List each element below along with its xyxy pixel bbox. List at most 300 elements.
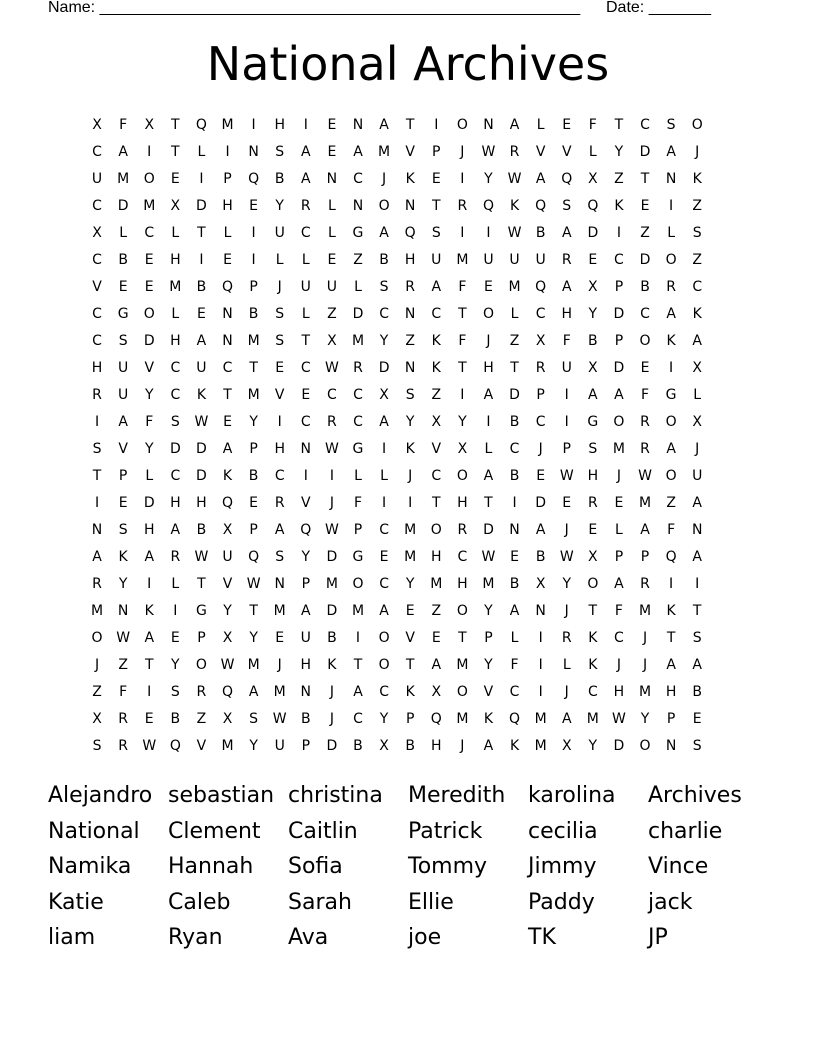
grid-letter: C <box>353 710 363 727</box>
grid-letter: X <box>92 224 102 241</box>
grid-letter: J <box>94 656 100 673</box>
grid-letter: S <box>588 440 598 457</box>
grid-letter: C <box>431 305 442 322</box>
letter-grid <box>84 111 710 759</box>
grid-letter: J <box>695 143 700 160</box>
word-list-item: liam <box>48 925 96 951</box>
grid-letter: D <box>613 359 625 376</box>
word-list-item: joe <box>408 925 442 951</box>
grid-letter: O <box>378 656 390 673</box>
grid-letter: T <box>249 359 258 376</box>
grid-letter: M <box>221 116 234 133</box>
grid-letter: C <box>587 683 598 700</box>
grid-letter: E <box>170 170 180 187</box>
grid-letter: W <box>324 521 339 538</box>
grid-letter: Y <box>484 602 493 619</box>
grid-letter: W <box>481 548 496 565</box>
grid-letter: M <box>482 575 495 592</box>
grid-letter: K <box>431 332 441 349</box>
grid-letter: D <box>143 332 155 349</box>
date-field-label: Date: _______ <box>606 0 711 16</box>
grid-letter: E <box>640 359 650 376</box>
grid-letter: A <box>666 656 676 673</box>
grid-letter: D <box>613 737 625 754</box>
grid-letter: X <box>535 332 546 349</box>
grid-letter: Z <box>405 332 415 349</box>
grid-letter: F <box>458 278 467 295</box>
grid-letter: C <box>300 224 311 241</box>
grid-letter: K <box>222 467 233 484</box>
grid-letter: J <box>486 332 491 349</box>
grid-letter: A <box>379 602 389 619</box>
grid-row <box>84 489 710 516</box>
grid-letter: R <box>170 548 181 565</box>
grid-row <box>84 354 710 381</box>
grid-letter: B <box>118 251 128 268</box>
word-list-item: Clement <box>168 818 261 844</box>
grid-letter: I <box>382 440 387 457</box>
grid-letter: A <box>692 332 702 349</box>
grid-row <box>84 570 710 597</box>
grid-letter: P <box>301 575 311 592</box>
grid-letter: D <box>483 521 494 538</box>
grid-letter: B <box>535 224 546 241</box>
grid-letter: E <box>249 197 259 214</box>
grid-letter: F <box>145 413 154 430</box>
word-list-item: Tommy <box>408 854 488 880</box>
grid-letter: P <box>484 629 493 646</box>
grid-letter: K <box>588 656 598 673</box>
grid-letter: Z <box>614 170 624 187</box>
grid-letter: N <box>404 305 416 322</box>
grid-letter: Q <box>535 278 547 295</box>
grid-letter: S <box>118 521 128 538</box>
grid-letter: D <box>613 305 625 322</box>
grid-letter: A <box>431 656 442 673</box>
grid-letter: I <box>564 413 569 430</box>
grid-letter: R <box>92 575 102 592</box>
grid-letter: L <box>171 305 180 322</box>
grid-letter: R <box>640 440 650 457</box>
grid-letter: P <box>249 440 258 457</box>
grid-letter: W <box>194 413 209 430</box>
grid-letter: A <box>483 386 494 403</box>
grid-letter: D <box>196 440 207 457</box>
grid-letter: U <box>692 467 703 484</box>
grid-letter: E <box>327 143 337 160</box>
grid-letter: A <box>509 116 520 133</box>
grid-letter: Y <box>588 305 598 322</box>
grid-letter: A <box>535 521 546 538</box>
grid-letter: W <box>194 548 209 565</box>
grid-letter: X <box>535 575 546 592</box>
grid-letter: H <box>143 521 155 538</box>
grid-letter: X <box>588 548 598 565</box>
grid-letter: I <box>538 656 543 673</box>
grid-letter: A <box>561 278 572 295</box>
word-list-item: Caleb <box>168 889 231 915</box>
grid-letter: E <box>196 305 206 322</box>
grid-letter: I <box>695 575 700 592</box>
grid-letter: N <box>352 197 364 214</box>
grid-letter: L <box>693 386 702 403</box>
grid-letter: U <box>222 548 233 565</box>
grid-letter: L <box>327 224 336 241</box>
grid-letter: H <box>222 197 233 214</box>
grid-letter: A <box>692 494 702 511</box>
grid-letter: Y <box>249 737 258 754</box>
grid-letter: E <box>562 116 572 133</box>
grid-letter: S <box>562 197 572 214</box>
grid-letter: H <box>170 332 181 349</box>
grid-letter: L <box>615 521 623 538</box>
grid-letter: N <box>404 359 416 376</box>
grid-letter: V <box>561 143 572 160</box>
grid-letter: I <box>486 413 491 430</box>
grid-letter: E <box>536 467 546 484</box>
grid-letter: U <box>118 386 129 403</box>
grid-letter: T <box>458 629 467 646</box>
grid-letter: R <box>274 494 285 511</box>
grid-letter: J <box>460 737 465 754</box>
grid-letter: T <box>249 602 258 619</box>
grid-letter: A <box>561 224 572 241</box>
grid-letter: P <box>223 170 232 187</box>
grid-letter: W <box>142 737 157 754</box>
grid-letter: Z <box>118 656 128 673</box>
grid-letter: Y <box>614 143 624 160</box>
grid-row <box>84 651 710 678</box>
grid-letter: W <box>220 656 235 673</box>
grid-letter: L <box>145 467 154 484</box>
grid-letter: A <box>248 683 259 700</box>
grid-letter: E <box>301 386 311 403</box>
grid-letter: K <box>144 602 154 619</box>
grid-letter: C <box>353 413 363 430</box>
grid-letter: U <box>196 359 207 376</box>
grid-letter: T <box>171 116 180 133</box>
grid-letter: Y <box>249 629 258 646</box>
word-list-item: Alejandro <box>48 783 153 808</box>
grid-letter: J <box>564 602 569 619</box>
grid-letter: N <box>274 575 285 592</box>
grid-letter: K <box>405 683 415 700</box>
grid-row <box>84 300 710 327</box>
grid-letter: R <box>196 683 207 700</box>
word-list <box>48 778 768 956</box>
grid-letter: M <box>638 602 652 619</box>
grid-letter: D <box>587 224 599 241</box>
grid-letter: L <box>197 143 206 160</box>
grid-letter: A <box>144 629 155 646</box>
grid-letter: M <box>143 197 156 214</box>
word-list-item: christina <box>288 783 383 808</box>
grid-row <box>84 435 710 462</box>
grid-letter: O <box>456 602 468 619</box>
word-list-item: Sarah <box>288 889 352 915</box>
grid-letter: J <box>564 521 569 538</box>
grid-letter: A <box>301 602 311 619</box>
grid-letter: M <box>612 440 625 457</box>
grid-letter: L <box>171 575 180 592</box>
grid-letter: F <box>353 494 363 511</box>
grid-letter: A <box>92 548 102 565</box>
grid-letter: Y <box>171 656 180 673</box>
grid-letter: R <box>353 359 363 376</box>
grid-letter: D <box>535 494 547 511</box>
grid-letter: R <box>92 386 102 403</box>
grid-letter: L <box>588 143 597 160</box>
grid-letter: M <box>117 170 130 187</box>
grid-letter: H <box>196 494 207 511</box>
grid-letter: V <box>535 143 546 160</box>
grid-letter: T <box>458 305 467 322</box>
grid-letter: C <box>327 386 337 403</box>
grid-letter: C <box>92 197 102 214</box>
grid-letter: A <box>118 413 128 430</box>
grid-letter: X <box>170 197 181 214</box>
grid-letter: V <box>405 143 415 160</box>
grid-letter: C <box>353 170 363 187</box>
grid-letter: A <box>509 602 520 619</box>
grid-letter: W <box>638 467 652 484</box>
grid-letter: O <box>352 575 364 592</box>
grid-letter: E <box>223 413 232 430</box>
grid-letter: Z <box>431 602 442 619</box>
word-list-item: karolina <box>528 783 616 808</box>
grid-letter: N <box>300 683 312 700</box>
grid-letter: O <box>430 521 442 538</box>
grid-letter: M <box>638 683 652 700</box>
grid-letter: B <box>640 278 650 295</box>
grid-letter: N <box>326 170 338 187</box>
grid-letter: N <box>665 170 677 187</box>
grid-letter: O <box>378 629 390 646</box>
grid-letter: I <box>669 197 674 214</box>
grid-letter: Q <box>509 710 521 727</box>
grid-letter: U <box>326 278 338 295</box>
grid-letter: A <box>692 656 702 673</box>
grid-letter: G <box>117 305 129 322</box>
grid-letter: A <box>614 575 624 592</box>
grid-letter: R <box>640 413 650 430</box>
grid-letter: Q <box>222 683 234 700</box>
grid-letter: I <box>277 413 282 430</box>
grid-letter: Y <box>484 656 493 673</box>
grid-letter: V <box>405 629 415 646</box>
grid-letter: A <box>379 224 389 241</box>
grid-letter: W <box>507 224 522 241</box>
grid-letter: P <box>405 710 415 727</box>
grid-letter: R <box>457 521 468 538</box>
grid-letter: M <box>430 575 443 592</box>
grid-letter: Q <box>535 197 547 214</box>
grid-letter: K <box>692 170 702 187</box>
grid-letter: Y <box>379 332 389 349</box>
grid-letter: E <box>118 494 128 511</box>
grid-letter: S <box>692 737 702 754</box>
grid-letter: I <box>434 116 439 133</box>
grid-letter: F <box>640 386 650 403</box>
grid-letter: E <box>275 359 285 376</box>
grid-letter: W <box>612 710 626 727</box>
grid-letter: O <box>691 116 703 133</box>
grid-letter: C <box>614 629 624 646</box>
grid-letter: X <box>431 683 442 700</box>
grid-letter: B <box>196 521 207 538</box>
grid-letter: F <box>119 116 128 133</box>
word-list-item: Vince <box>648 854 709 880</box>
grid-letter: C <box>379 521 389 538</box>
grid-letter: L <box>510 305 519 322</box>
grid-letter: F <box>562 332 571 349</box>
grid-row <box>84 408 710 435</box>
grid-letter: C <box>692 278 703 295</box>
word-list-item: Ava <box>288 925 329 951</box>
grid-letter: Q <box>248 548 260 565</box>
grid-letter: S <box>118 332 128 349</box>
grid-letter: K <box>483 710 494 727</box>
grid-letter: L <box>354 278 362 295</box>
grid-letter: K <box>666 602 676 619</box>
grid-letter: R <box>457 197 468 214</box>
grid-letter: C <box>353 386 363 403</box>
grid-letter: G <box>352 224 364 241</box>
grid-letter: R <box>587 494 598 511</box>
grid-letter: C <box>170 386 181 403</box>
grid-letter: T <box>692 602 702 619</box>
grid-letter: M <box>351 332 365 349</box>
grid-letter: W <box>324 359 339 376</box>
grid-letter: J <box>538 440 543 457</box>
grid-letter: B <box>196 278 207 295</box>
grid-letter: D <box>326 737 338 754</box>
grid-letter: C <box>170 359 181 376</box>
grid-letter: A <box>353 143 363 160</box>
grid-letter: Z <box>353 251 363 268</box>
grid-letter: E <box>275 629 285 646</box>
grid-letter: B <box>692 683 702 700</box>
grid-letter: O <box>143 170 155 187</box>
grid-letter: B <box>248 305 259 322</box>
grid-letter: D <box>378 359 390 376</box>
grid-letter: D <box>196 197 207 214</box>
grid-letter: Q <box>482 197 494 214</box>
grid-letter: H <box>170 251 181 268</box>
grid-letter: I <box>460 224 465 241</box>
grid-letter: U <box>509 251 520 268</box>
grid-letter: V <box>222 575 233 592</box>
grid-letter: F <box>458 332 467 349</box>
grid-letter: K <box>431 359 441 376</box>
grid-letter: M <box>221 737 234 754</box>
word-list-item: Caitlin <box>288 818 358 844</box>
grid-letter: D <box>117 197 129 214</box>
grid-letter: U <box>561 359 572 376</box>
grid-letter: B <box>300 710 311 727</box>
grid-letter: B <box>274 170 285 187</box>
grid-letter: T <box>458 359 467 376</box>
grid-letter: A <box>196 332 207 349</box>
grid-letter: L <box>275 251 284 268</box>
grid-letter: A <box>483 467 494 484</box>
grid-letter: Q <box>665 548 677 565</box>
grid-letter: E <box>588 251 598 268</box>
grid-row <box>84 138 710 165</box>
grid-letter: T <box>405 116 415 133</box>
grid-letter: X <box>92 710 102 727</box>
grid-letter: I <box>538 629 543 646</box>
grid-letter: E <box>431 170 441 187</box>
grid-letter: T <box>510 359 519 376</box>
grid-letter: M <box>534 710 547 727</box>
grid-letter: A <box>222 440 233 457</box>
grid-letter: Z <box>92 683 102 700</box>
grid-letter: E <box>640 197 650 214</box>
grid-letter: O <box>613 413 625 430</box>
grid-letter: N <box>222 332 233 349</box>
word-list-item: Namika <box>48 854 132 880</box>
grid-letter: A <box>666 440 676 457</box>
grid-letter: I <box>251 224 256 241</box>
grid-letter: C <box>92 332 102 349</box>
grid-letter: H <box>431 548 442 565</box>
grid-letter: I <box>355 629 361 646</box>
grid-row <box>84 705 710 732</box>
grid-letter: H <box>457 575 468 592</box>
grid-row <box>84 543 710 570</box>
grid-letter: V <box>274 386 285 403</box>
grid-letter: O <box>456 116 468 133</box>
grid-letter: O <box>482 305 494 322</box>
grid-letter: Y <box>379 710 389 727</box>
grid-letter: Z <box>692 251 702 268</box>
grid-letter: R <box>405 278 416 295</box>
grid-letter: C <box>535 305 546 322</box>
grid-letter: C <box>170 467 181 484</box>
grid-letter: W <box>324 440 339 457</box>
grid-letter: M <box>534 737 547 754</box>
word-list-item: Paddy <box>528 889 595 915</box>
grid-letter: V <box>483 683 494 700</box>
grid-letter: H <box>431 737 442 754</box>
grid-letter: I <box>147 683 152 700</box>
grid-letter: C <box>640 305 650 322</box>
grid-letter: S <box>666 116 676 133</box>
grid-letter: K <box>509 197 520 214</box>
grid-letter: J <box>329 494 334 511</box>
grid-letter: I <box>173 602 178 619</box>
grid-letter: O <box>639 737 651 754</box>
grid-letter: S <box>405 386 415 403</box>
grid-letter: T <box>405 656 415 673</box>
grid-letter: C <box>92 251 102 268</box>
grid-letter: Q <box>430 710 442 727</box>
grid-letter: S <box>249 710 259 727</box>
grid-letter: B <box>509 467 520 484</box>
grid-letter: O <box>665 251 677 268</box>
grid-letter: K <box>588 629 598 646</box>
grid-letter: P <box>118 467 128 484</box>
grid-letter: E <box>562 494 572 511</box>
grid-letter: I <box>564 386 569 403</box>
grid-letter: Y <box>458 413 467 430</box>
grid-letter: G <box>665 386 677 403</box>
grid-letter: Y <box>405 575 415 592</box>
grid-letter: C <box>379 575 389 592</box>
grid-letter: S <box>692 224 702 241</box>
grid-letter: T <box>171 143 180 160</box>
